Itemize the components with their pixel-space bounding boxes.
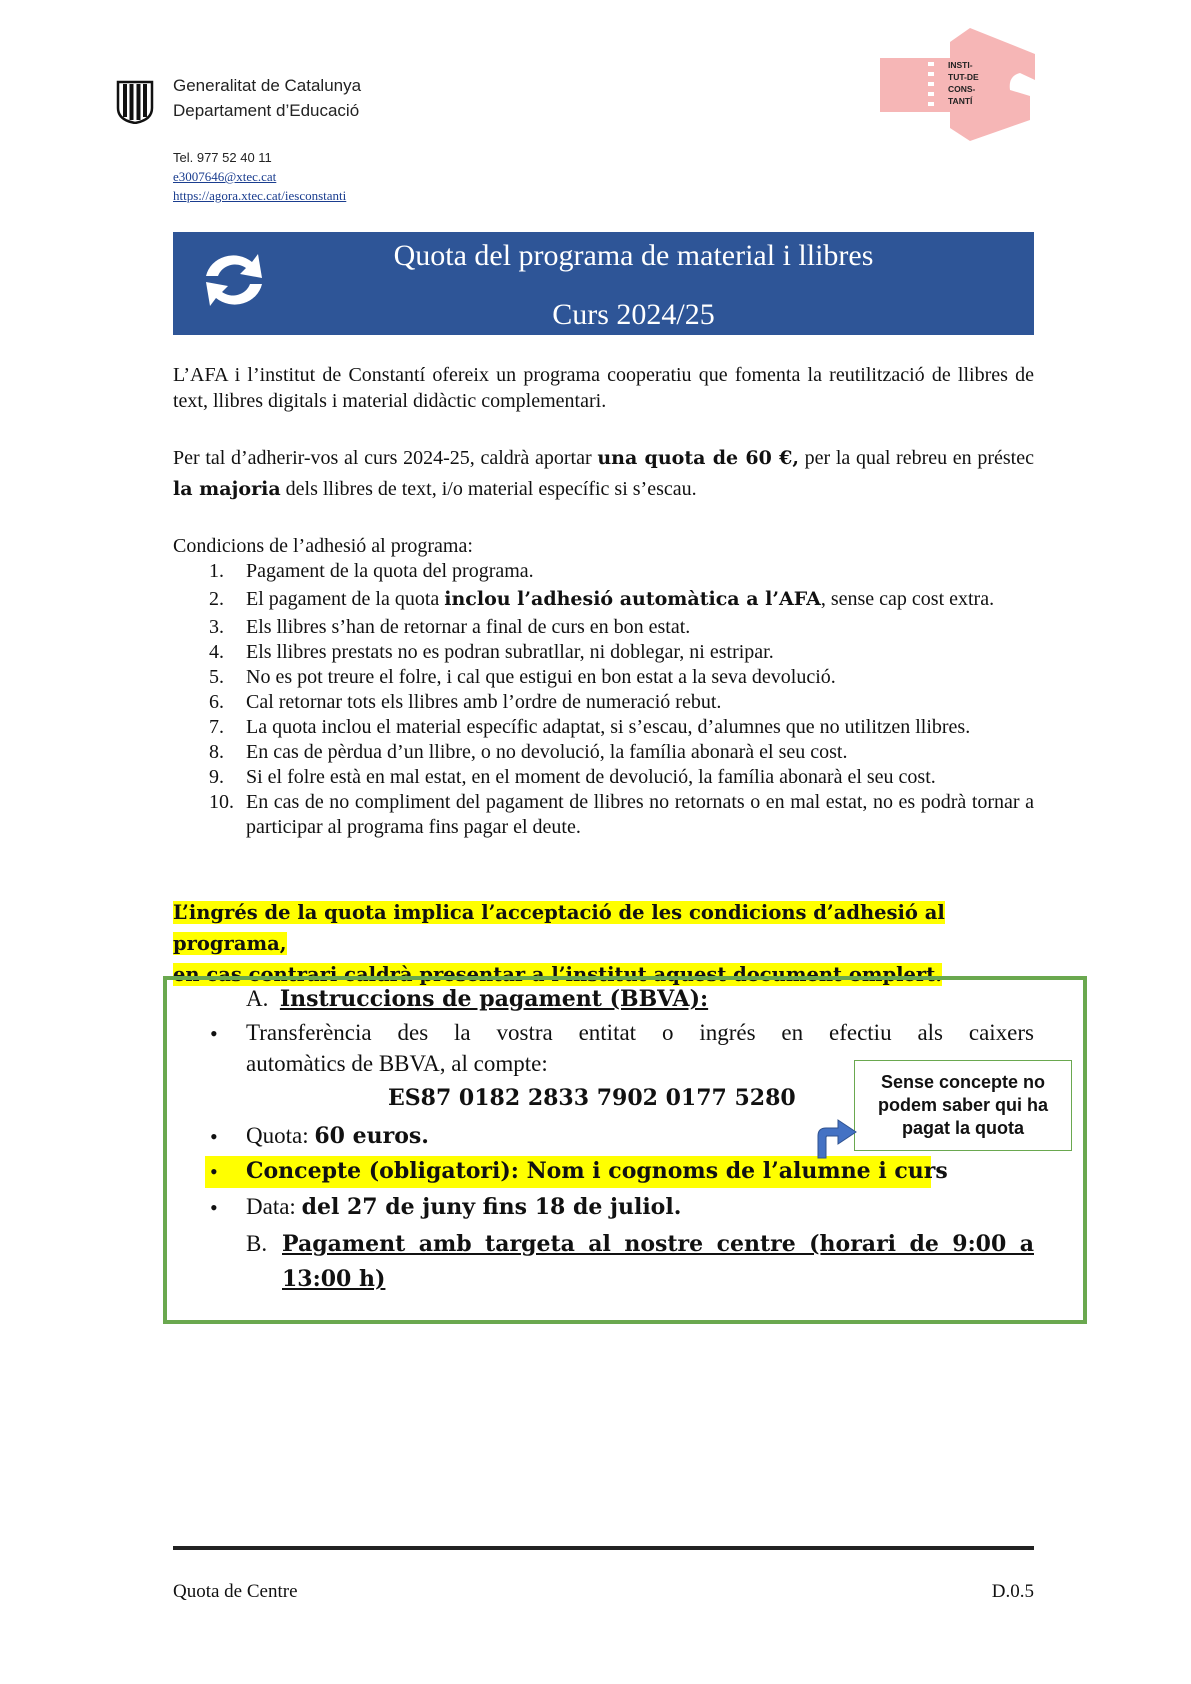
intro-text: dels llibres de text, i/o material específic si s’escau. [280,478,697,500]
website-link[interactable]: https://agora.xtec.cat/iesconstanti [173,188,347,203]
list-number: 10. [209,791,234,813]
list-item [173,615,1034,640]
svg-text:TANTÍ: TANTÍ [948,96,973,106]
transfer-line-2: automàtics de BBVA, al compte: [246,1051,548,1076]
svg-text:CONS-: CONS- [948,84,976,94]
iban-text [388,1083,796,1113]
list-text: Els llibres s’han de retornar a final de curs en bon estat. [246,616,691,638]
date-value: del 27 de juny fins 18 de juliol. [301,1194,682,1220]
concept-callout: Sense concepte no podem saber qui ha pagat la quota [854,1060,1072,1151]
section-letter: A. [246,986,269,1011]
section-a-heading [246,984,708,1014]
list-number: 9. [209,766,224,788]
date-label: Data: [246,1194,302,1219]
list-text: En cas de no compliment del pagament de llibres no retornats o en mal estat, no es podrà tornar a participar al programa fins pagar el deute. [246,791,1034,838]
notice-line-1: L’ingrés de la quota implica l’acceptació de les condicions d’adhesió al programa, [173,901,945,955]
list-item [173,790,1034,840]
quota-amount-text: una quota de 60 €, [597,447,799,469]
page-subtitle: Curs 2024/25 [552,298,715,331]
list-item [173,690,1034,715]
svg-text:INSTI-: INSTI- [948,60,973,70]
svg-text:TUT-DE: TUT-DE [948,72,979,82]
title-banner [173,232,1034,335]
section-b-title: 13:00 h) [282,1266,386,1292]
list-number: 8. [209,741,224,763]
page-title: Quota del programa de material i llibres [393,239,874,272]
list-number: 1. [209,560,224,582]
concept-line [246,1156,948,1186]
list-text: , sense cap cost extra. [820,588,995,610]
list-item [173,740,1034,765]
intro-text: per la qual rebreu en préstec [798,447,1034,469]
phone-text: Tel. 977 52 40 11 [173,150,272,165]
list-item [173,665,1034,690]
list-text: No es pot treure el folre, i cal que estigui en bon estat a la seva devolució. [246,666,836,688]
bullet-icon: • [210,1195,218,1220]
contact-block [173,148,346,205]
list-text: Pagament de la quota del programa. [246,560,534,582]
intro-paragraph-2 [173,443,1034,505]
iban-value: ES87 0182 2833 7902 0177 5280 [388,1085,796,1111]
list-item [173,715,1034,740]
list-text: El pagament de la quota [246,588,445,610]
email-link[interactable]: e3007646@xtec.cat [173,169,277,184]
section-b-title: Pagament amb targeta al nostre centre (horari de 9:00 a [282,1231,1034,1257]
list-number: 7. [209,716,224,738]
quota-label: Quota: [246,1123,315,1148]
quota-line [246,1121,429,1151]
conditions-heading: Condicions de l’adhesió al programa: [173,535,473,557]
list-text: Els llibres prestats no es podran subratllar, ni doblegar, ni estripar. [246,641,774,663]
majority-text: la majoria [173,478,281,500]
list-text-bold: inclou l’adhesió automàtica a l’AFA [444,588,821,610]
generalitat-logo-icon [116,78,154,124]
list-number: 2. [209,588,224,610]
bullet-icon: • [210,1124,218,1149]
intro-paragraph-1: L’AFA i l’institut de Constantí ofereix un programa cooperatiu que fomenta la reutilització de llibres de text, llibres digitals i material didàctic complementari. [173,364,1034,412]
org-line-2: Departament d’Educació [173,101,360,120]
list-item [173,587,1034,612]
list-number: 5. [209,666,224,688]
intro-text: Per tal d’adherir-vos al curs 2024-25, caldrà aportar [173,447,598,469]
section-b-title-line-1 [282,1229,1034,1259]
section-a-title: Instruccions de pagament (BBVA): [279,986,709,1012]
footer-title: Quota de Centre [173,1581,298,1602]
list-text: La quota inclou el material específic adaptat, si s’escau, d’alumnes que no utilitzen llibres. [246,716,971,738]
bullet-icon: • [210,1159,218,1184]
list-number: 4. [209,641,224,663]
list-text: Cal retornar tots els llibres amb l’ordre de numeració rebut. [246,691,722,713]
bullet-icon: • [210,1021,218,1046]
curved-arrow-icon [812,1110,858,1160]
refresh-icon [196,248,272,312]
notice-line-2: en cas contrari caldrà presentar a l’institut aquest document omplert. [173,963,942,986]
footer-divider [173,1546,1034,1550]
list-item [173,765,1034,790]
quota-value: 60 euros. [314,1123,429,1149]
footer-code: D.0.5 [991,1581,1034,1602]
list-number: 6. [209,691,224,713]
list-item [173,559,1034,584]
school-logo-icon [880,28,1035,143]
concept-text: Concepte (obligatori): Nom i cognoms de l’alumne i curs [246,1158,948,1184]
list-text: Si el folre està en mal estat, en el moment de devolució, la família abonarà el seu cost. [246,766,936,788]
section-b-letter: B. [246,1231,268,1256]
transfer-line-1: Transferència des la vostra entitat o ingrés en efectiu als caixers [246,1020,1034,1045]
conditions-list [173,559,1034,840]
organization-name [173,73,361,123]
date-line [246,1192,681,1222]
list-number: 3. [209,616,224,638]
list-item [173,640,1034,665]
list-text: En cas de pèrdua d’un llibre, o no devolució, la família abonarà el seu cost. [246,741,848,763]
org-line-1: Generalitat de Catalunya [173,76,362,95]
section-b-title-line-2 [282,1264,385,1294]
